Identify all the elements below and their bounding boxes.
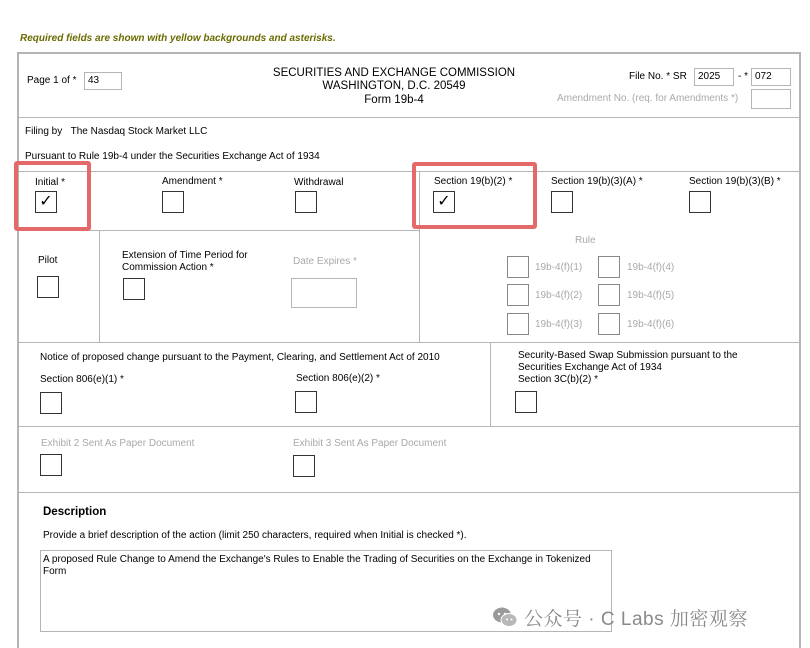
section-19b3b-label: Section 19(b)(3)(B) *: [689, 176, 781, 187]
rule-f2-checkbox[interactable]: [507, 284, 529, 306]
swap-checkbox[interactable]: [515, 391, 537, 413]
amendment-no-label: Amendment No. (req. for Amendments *): [557, 93, 739, 104]
rule-label: Rule: [575, 235, 596, 246]
rule-f4-checkbox[interactable]: [598, 256, 620, 278]
withdrawal-label: Withdrawal: [294, 177, 344, 188]
section-806e1-label: Section 806(e)(1) *: [40, 374, 124, 385]
initial-label: Initial *: [35, 177, 66, 188]
swap-label-line3: Section 3C(b)(2) *: [518, 374, 599, 385]
initial-checkbox[interactable]: ✓: [35, 191, 57, 213]
swap-label-line1: Security-Based Swap Submission pursuant to the: [518, 350, 738, 361]
watermark-text: 公众号 · C Labs 加密观察: [524, 609, 748, 630]
section-19b3a-label: Section 19(b)(3)(A) *: [551, 176, 643, 187]
payment-clearing-notice: Notice of proposed change pursuant to the Payment, Clearing, and Settlement Act of 2010: [40, 352, 440, 363]
section-806e1-checkbox[interactable]: [40, 392, 62, 414]
rule-f6-label: 19b-4(f)(6): [627, 319, 675, 330]
commission-city: WASHINGTON, D.C. 20549: [322, 80, 466, 92]
extension-label-line2: Commission Action *: [122, 262, 214, 273]
rule-f6-checkbox[interactable]: [598, 313, 620, 335]
extension-label-line1: Extension of Time Period for: [122, 250, 248, 261]
exhibit3-checkbox[interactable]: [293, 455, 315, 477]
rule-f5-label: 19b-4(f)(5): [627, 290, 675, 301]
section-19b3a-checkbox[interactable]: [551, 191, 573, 213]
filing-by-label: Filing by The Nasdaq Stock Market LLC: [25, 126, 208, 137]
rule-f1-checkbox[interactable]: [507, 256, 529, 278]
amendment-no-input[interactable]: [751, 89, 791, 109]
required-fields-note: Required fields are shown with yellow backgrounds and asterisks.: [20, 33, 336, 44]
section-19b2-highlight: [412, 162, 537, 229]
file-year-input[interactable]: 2025: [694, 68, 734, 86]
file-no-label: File No. * SR: [629, 71, 687, 82]
initial-highlight: [14, 161, 91, 231]
form-name: Form 19b-4: [364, 94, 424, 106]
swap-label-line2: Securities Exchange Act of 1934: [518, 362, 662, 373]
rule-f1-label: 19b-4(f)(1): [535, 262, 583, 273]
page-of-label: Page 1 of *: [27, 75, 77, 86]
filer-name: The Nasdaq Stock Market LLC: [70, 126, 208, 137]
pilot-label: Pilot: [38, 255, 58, 266]
date-expires-input[interactable]: [291, 278, 357, 308]
rule-f4-label: 19b-4(f)(4): [627, 262, 675, 273]
description-instruction: Provide a brief description of the action (limit 250 characters, required when Initial is checked *).: [43, 530, 467, 541]
withdrawal-checkbox[interactable]: [295, 191, 317, 213]
rule-f3-label: 19b-4(f)(3): [535, 319, 583, 330]
amendment-checkbox[interactable]: [162, 191, 184, 213]
commission-title: SECURITIES AND EXCHANGE COMMISSION: [272, 67, 516, 79]
exhibit2-label: Exhibit 2 Sent As Paper Document: [41, 438, 195, 449]
description-heading: Description: [43, 506, 107, 518]
form-19b4: [17, 52, 801, 648]
exhibit2-checkbox[interactable]: [40, 454, 62, 476]
rule-f3-checkbox[interactable]: [507, 313, 529, 335]
section-806e2-label: Section 806(e)(2) *: [296, 373, 380, 384]
pursuant-text: Pursuant to Rule 19b-4 under the Securities Exchange Act of 1934: [25, 151, 320, 162]
extension-checkbox[interactable]: [123, 278, 145, 300]
description-textarea[interactable]: A proposed Rule Change to Amend the Exchange's Rules to Enable the Trading of Securities on the Exchange in Tokenized Form: [40, 550, 612, 632]
exhibit3-label: Exhibit 3 Sent As Paper Document: [293, 438, 447, 449]
section-19b2-checkbox[interactable]: ✓: [433, 191, 455, 213]
file-separator: - *: [738, 71, 748, 82]
date-expires-label: Date Expires *: [293, 256, 357, 267]
section-19b3b-checkbox[interactable]: [689, 191, 711, 213]
page-count-input[interactable]: 43: [84, 72, 122, 90]
rule-f2-label: 19b-4(f)(2): [535, 290, 583, 301]
rule-f5-checkbox[interactable]: [598, 284, 620, 306]
amendment-label: Amendment *: [162, 176, 223, 187]
section-19b2-label: Section 19(b)(2) *: [434, 176, 513, 187]
file-number-input[interactable]: 072: [751, 68, 791, 86]
section-806e2-checkbox[interactable]: [295, 391, 317, 413]
pilot-checkbox[interactable]: [37, 276, 59, 298]
wechat-icon: [491, 606, 519, 628]
